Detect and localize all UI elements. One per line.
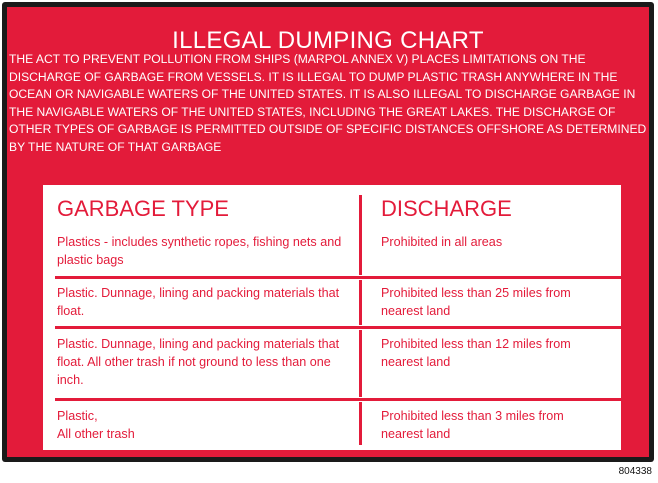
row-divider — [55, 398, 629, 401]
column-divider — [359, 280, 362, 325]
column-divider — [359, 402, 362, 445]
dumping-table — [43, 185, 621, 450]
discharge-header: DISCHARGE — [381, 196, 512, 221]
dumping-placard — [7, 7, 649, 457]
discharge-cell: Prohibited less than 12 miles from nearest land — [381, 337, 571, 369]
discharge-cell: Prohibited less than 3 miles from nearest land — [381, 409, 564, 441]
garbage-type-cell: Plastic, All other trash — [57, 409, 135, 441]
garbage-type-header: GARBAGE TYPE — [57, 196, 229, 221]
row-divider — [55, 276, 629, 279]
garbage-type-cell: Plastics - includes synthetic ropes, fishing nets and plastic bags — [57, 235, 342, 267]
intro-paragraph: THE ACT TO PREVENT POLLUTION FROM SHIPS (MARPOL ANNEX V) PLACES LIMITATIONS ON THE DISCHARGE OF GARBAGE FROM VESSELS. IT IS ILLEGAL TO DUMP PLASTIC TRASH ANYWHERE IN THE OCEAN OR NAVIGABLE WATERS OF THE UNITED STATES. IT IS ALSO ILLEGAL TO DISCHARGE GARBAGE IN THE NAVIGABLE WATERS OF THE UNITED STATES, INCLUDING THE GREAT LAKES. THE DISCHARGE OF OTHER TYPES OF GARBAGE IS PERMITTED OUTSIDE OF SPECIFIC DISTANCES OFFSHORE AS DETERMINED BY THE NATURE OF THAT GARBAGE — [9, 52, 647, 154]
garbage-type-cell: Plastic. Dunnage, lining and packing materials that float. — [57, 286, 340, 318]
column-divider — [359, 330, 362, 397]
garbage-type-cell: Plastic. Dunnage, lining and packing materials that float. All other trash if not ground to less than one inch. — [57, 337, 340, 387]
chart-title: ILLEGAL DUMPING CHART — [172, 27, 484, 54]
discharge-cell: Prohibited less than 25 miles from nearest land — [381, 286, 571, 318]
row-divider — [55, 326, 629, 329]
part-number: 804338 — [618, 466, 652, 477]
discharge-cell: Prohibited in all areas — [381, 235, 503, 249]
column-divider — [359, 195, 362, 275]
